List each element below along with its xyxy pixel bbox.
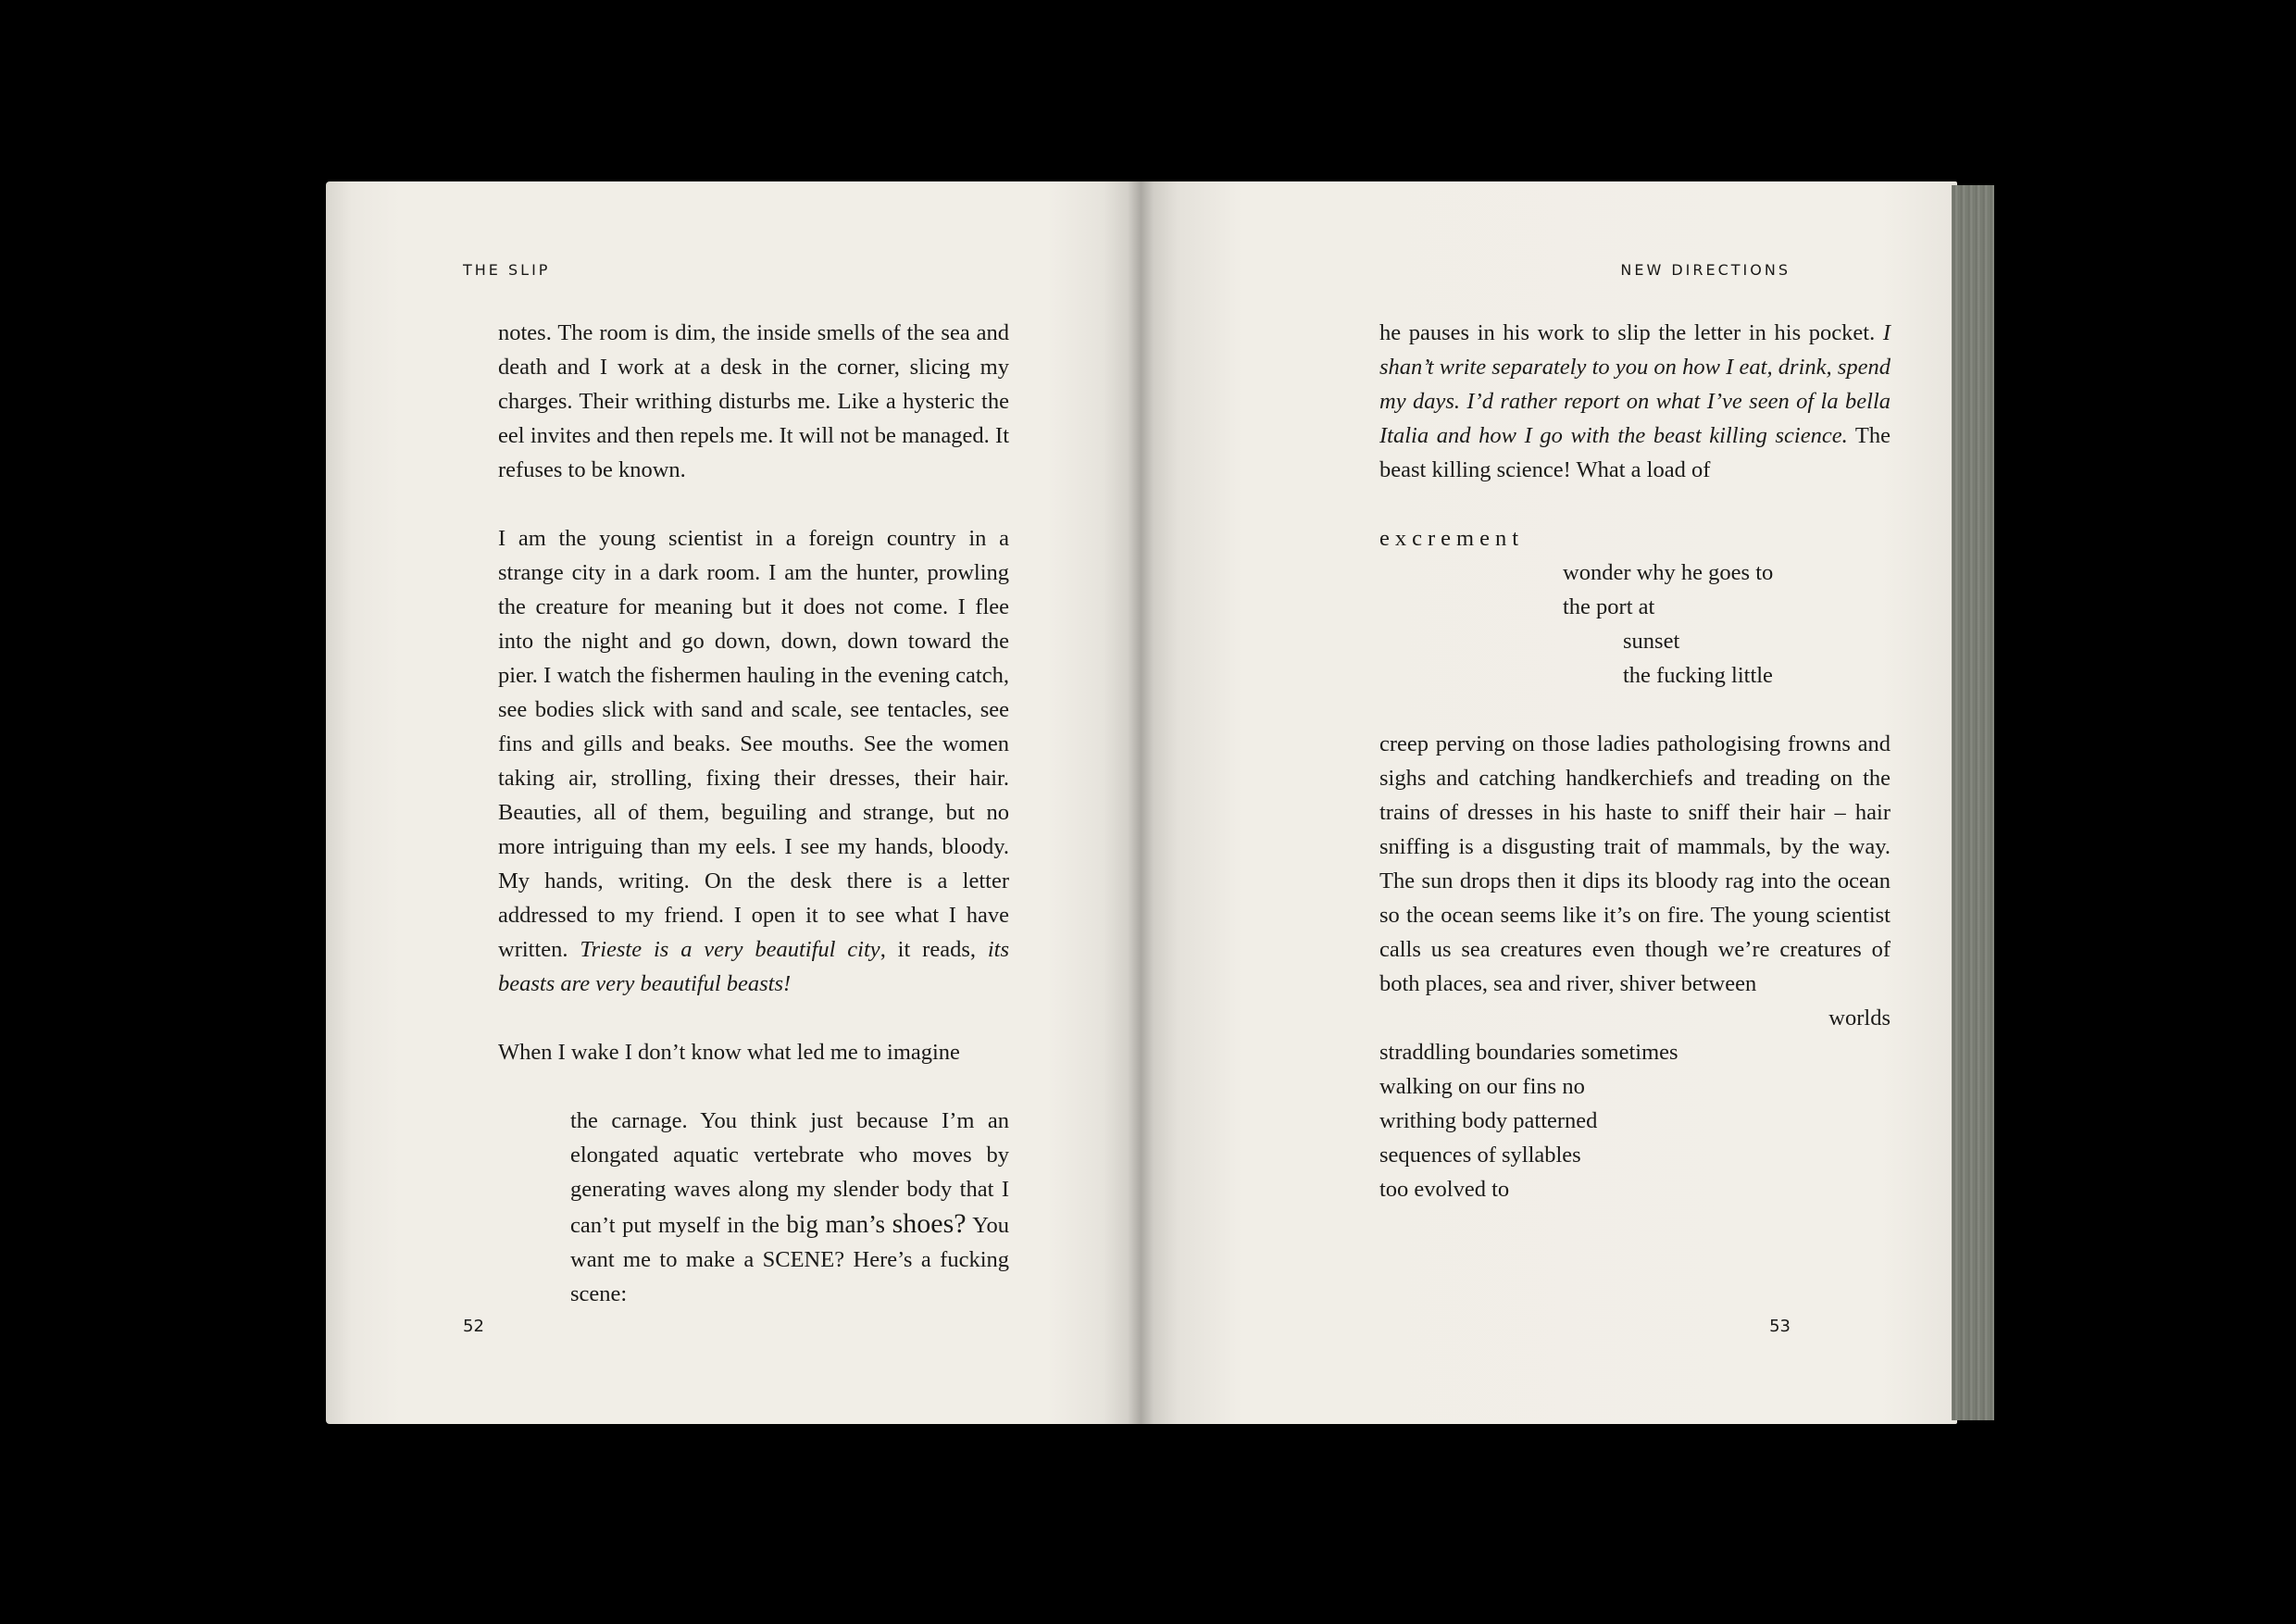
paragraph: I am the young scientist in a foreign country in a strange city in a dark room. I am the hunter, prowling the creature for meaning but it does not come. I flee into the night and go down, down, down toward the pier. I watch the fishermen hauling in the evening catch, see bodies slick with sand and scale, see tentacles, see fins and gills and beaks. See mouths. See the women taking air, strolling, fixing their dresses, their hair. Beauties, all of them, beguiling and strange, but no more intriguing than my eels. I see my hands, bloody. My hands, writing. On the desk there is a letter addressed to my friend. I open it to see what I have written. Trieste is a very beautiful city, it reads, its beasts are very beautiful beasts! xyxy=(498,526,1010,996)
excrement-line: excrement xyxy=(1379,526,1525,551)
open-book xyxy=(326,181,1994,1424)
book-gutter xyxy=(1128,181,1154,1424)
right-page xyxy=(1141,181,1957,1424)
left-page xyxy=(326,181,1141,1424)
verse-line: walking on our fins no xyxy=(1379,1074,1585,1099)
verse-line: sequences of syllables xyxy=(1379,1143,1581,1168)
verse-line: sunset xyxy=(1623,629,1680,654)
worlds-line: worlds xyxy=(1828,1006,1890,1031)
paragraph: he pauses in his work to slip the letter in his pocket. I shan’t write separately to you on how I eat, drink, spend my days. I’d rather report on what I’ve seen of la bella Italia and how I go with the beast killing science. The beast killing science! What a load of xyxy=(1379,320,1891,482)
indented-paragraph: the carnage. You think just because I’m an elongated aquatic vertebrate who moves by generating waves along my slender body that I can’t put myself in the big man’s shoes? You want me to make a SCENE? Here’s a fucking scene: xyxy=(570,1108,1010,1306)
verse-line: wonder why he goes to xyxy=(1563,560,1774,585)
verse-line: the port at xyxy=(1563,594,1655,619)
right-body xyxy=(1379,316,1890,1206)
verse-line: too evolved to xyxy=(1379,1177,1510,1202)
left-body xyxy=(498,316,1009,1311)
page-number-right: 53 xyxy=(1769,1317,1791,1336)
page-edges xyxy=(1952,185,1994,1420)
paragraph: creep perving on those ladies pathologising frowns and sighs and catching handkerchiefs and treading on the trains of dresses in his haste to sniff their hair – hair sniffing is a disgusting trait of mammals, by the way. The sun drops then it dips its bloody rag into the ocean so the ocean seems like it’s on fire. The young scientist calls us sea creatures even though we’re creatures of both places, sea and river, shiver between xyxy=(1379,731,1890,996)
running-head-right: NEW DIRECTIONS xyxy=(1620,261,1791,279)
paragraph: When I wake I don’t know what led me to imagine xyxy=(498,1040,960,1065)
paragraph: notes. The room is dim, the inside smells of the sea and death and I work at a desk in the corner, slicing my charges. Their writhing disturbs me. Like a hysteric the eel invites and then repels me. It will not be managed. It refuses to be known. xyxy=(498,320,1009,482)
verse-line: straddling boundaries sometimes xyxy=(1379,1040,1678,1065)
verse-line: writhing body patterned xyxy=(1379,1108,1598,1133)
verse-line: the fucking little xyxy=(1623,663,1773,688)
page-number-left: 52 xyxy=(463,1317,484,1336)
running-head-left: THE SLIP xyxy=(463,261,551,279)
